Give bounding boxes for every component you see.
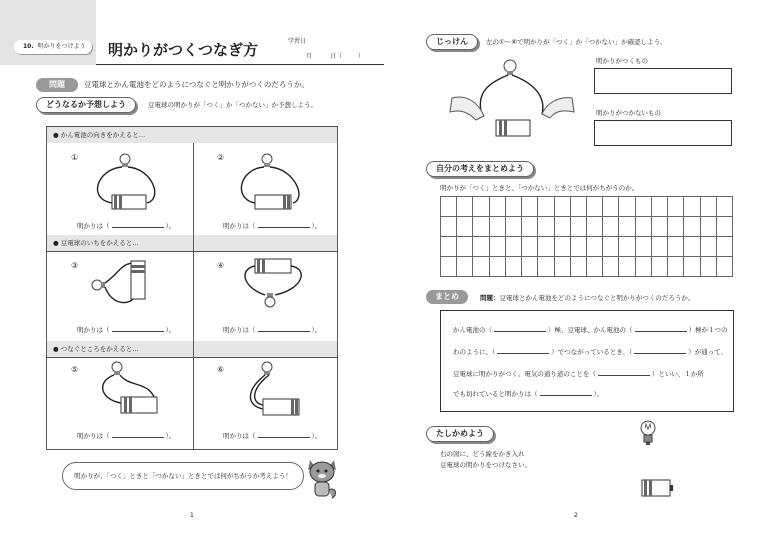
section-heading-bulb: ● 豆電球のいちをかえると… <box>47 235 337 251</box>
conclusion-blank[interactable] <box>634 347 686 354</box>
own-summary-text: 明かりが「つく」ときと、「つかない」ときとでは何がちがうのか。 <box>440 184 639 192</box>
conclusion-text: ）といい、１か所 <box>651 370 704 378</box>
answer-close: ）。 <box>165 326 176 334</box>
conclusion-blank[interactable] <box>497 347 549 354</box>
cell-answer-4 <box>223 325 321 334</box>
problem-text: 豆電球とかん電池をどのようにつなぐと明かりがつくのだろうか。 <box>84 80 309 89</box>
circuit-diagram-5 <box>91 359 171 421</box>
conclusion-line-2 <box>453 347 727 356</box>
unlit-answer-box[interactable] <box>594 120 732 146</box>
answer-label: 明かりは（ <box>77 326 110 334</box>
unit-name: 明かりをつけよう <box>37 43 86 50</box>
page-title: 明かりがつくつなぎ方 <box>108 41 259 59</box>
battery-icon <box>640 476 674 500</box>
writing-grid[interactable] <box>440 196 733 277</box>
answer-blank[interactable] <box>258 325 310 332</box>
unlit-label: 明かりがつかないもの <box>596 109 661 117</box>
cell-number: ③ <box>71 261 79 270</box>
answer-close: ）。 <box>311 326 322 334</box>
prediction-panel <box>46 126 338 450</box>
conclusion-text: ）極、豆電球、かん電池の（ <box>548 326 633 334</box>
study-date <box>288 36 364 60</box>
cell-number: ② <box>217 153 225 162</box>
conclusion-blank[interactable] <box>540 389 592 396</box>
section-heading-battery: ● かん電池の向きをかえると… <box>47 127 337 143</box>
section-heading-connect: ● つなぐところをかえると… <box>47 341 337 357</box>
conclusion-text: ）。 <box>593 390 604 398</box>
answer-close: ）。 <box>311 432 322 440</box>
conclusion-blank[interactable] <box>635 325 687 332</box>
title-rule <box>96 64 384 65</box>
conclusion-blank[interactable] <box>598 369 650 376</box>
conclusion-text: ）でつながっているとき、（ <box>551 348 633 356</box>
panel-rule <box>47 357 337 358</box>
panel-divider <box>193 143 194 449</box>
conclusion-label: まとめ <box>426 290 468 304</box>
experiment-label: じっけん <box>426 34 478 50</box>
unit-badge <box>14 40 92 54</box>
conclusion-box <box>440 310 734 412</box>
circuit-diagram-6 <box>237 359 317 421</box>
hint-bubble: 明かりが、「つく」ときと「つかない」ときとでは何がちがうか考えよう！ <box>62 462 304 490</box>
lit-answer-box[interactable] <box>594 68 732 94</box>
cell-answer-6 <box>223 431 321 440</box>
conclusion-text: でも切れていると明かりは（ <box>453 390 538 398</box>
predict-label: どうなるか予想しよう <box>36 97 136 113</box>
conclusion-text: ）極が１つの <box>688 326 728 334</box>
conclusion-text: ）が通って、 <box>688 348 728 356</box>
conclusion-text: わのように、（ <box>453 348 496 356</box>
answer-blank[interactable] <box>258 221 310 228</box>
answer-label: 明かりは（ <box>223 326 256 334</box>
cell-answer-2 <box>223 221 321 230</box>
conclusion-line-3 <box>453 369 704 378</box>
conclusion-line-4 <box>453 389 603 398</box>
conclusion-line-1 <box>453 325 728 334</box>
answer-blank[interactable] <box>112 325 164 332</box>
experiment-illustration <box>446 54 576 146</box>
unit-tab-background <box>0 0 96 65</box>
bulb-icon <box>638 418 658 448</box>
page-number-right: 2 <box>574 512 578 519</box>
answer-label: 明かりは（ <box>77 432 110 440</box>
conclusion-problem-text: 豆電球とかん電池をどのようにつなぐと明かりがつくのだろうか。 <box>499 294 695 302</box>
lit-label: 明かりがつくもの <box>596 57 648 65</box>
day-close: ） <box>357 53 364 60</box>
answer-blank[interactable] <box>112 431 164 438</box>
conclusion-text: かん電池の（ <box>453 326 492 334</box>
check-line-2: 豆電球の明かりをつけなさい。 <box>440 461 531 469</box>
answer-label: 明かりは（ <box>223 222 256 230</box>
answer-blank[interactable] <box>258 431 310 438</box>
conclusion-problem-label: 問題： <box>480 294 500 302</box>
circuit-diagram-3 <box>87 255 167 315</box>
answer-close: ）。 <box>165 432 176 440</box>
conclusion-blank[interactable] <box>494 325 546 332</box>
circuit-diagram-4 <box>237 255 317 317</box>
cell-number: ① <box>71 153 79 162</box>
page-number-left: 1 <box>190 512 194 519</box>
answer-blank[interactable] <box>112 221 164 228</box>
cell-answer-5 <box>77 431 175 440</box>
answer-label: 明かりは（ <box>223 432 256 440</box>
cell-answer-1 <box>77 221 175 230</box>
cell-answer-3 <box>77 325 175 334</box>
unit-number: 10. <box>23 43 34 50</box>
answer-close: ）。 <box>165 222 176 230</box>
experiment-text: 左の①～⑥で明かりが「つく」か「つかない」か確認しよう。 <box>486 38 667 46</box>
answer-label: 明かりは（ <box>77 222 110 230</box>
cell-number: ④ <box>217 261 225 270</box>
cell-number: ⑥ <box>217 365 225 374</box>
circuit-diagram-2 <box>233 149 313 211</box>
mascot-image <box>304 456 340 500</box>
day-label: 日（ <box>329 53 342 60</box>
check-line-1: 右の図に、どう線をかき入れ <box>440 450 525 458</box>
own-summary-label: 自分の考えをまとめよう <box>426 161 534 177</box>
conclusion-problem <box>480 293 694 302</box>
cell-number: ⑤ <box>71 365 79 374</box>
check-label: たしかめよう <box>426 426 494 442</box>
conclusion-text: 豆電球に明かりがつく。電気の通り道のことを（ <box>453 370 596 378</box>
study-date-label: 学習日 <box>288 38 307 45</box>
problem-label: 問題 <box>36 78 78 92</box>
panel-rule <box>47 251 337 252</box>
month-label: 月 <box>306 53 313 60</box>
answer-close: ）。 <box>311 222 322 230</box>
circuit-diagram-1 <box>87 149 167 211</box>
predict-text: 豆電球の明かりが「つく」か「つかない」か予想しよう。 <box>148 101 317 109</box>
